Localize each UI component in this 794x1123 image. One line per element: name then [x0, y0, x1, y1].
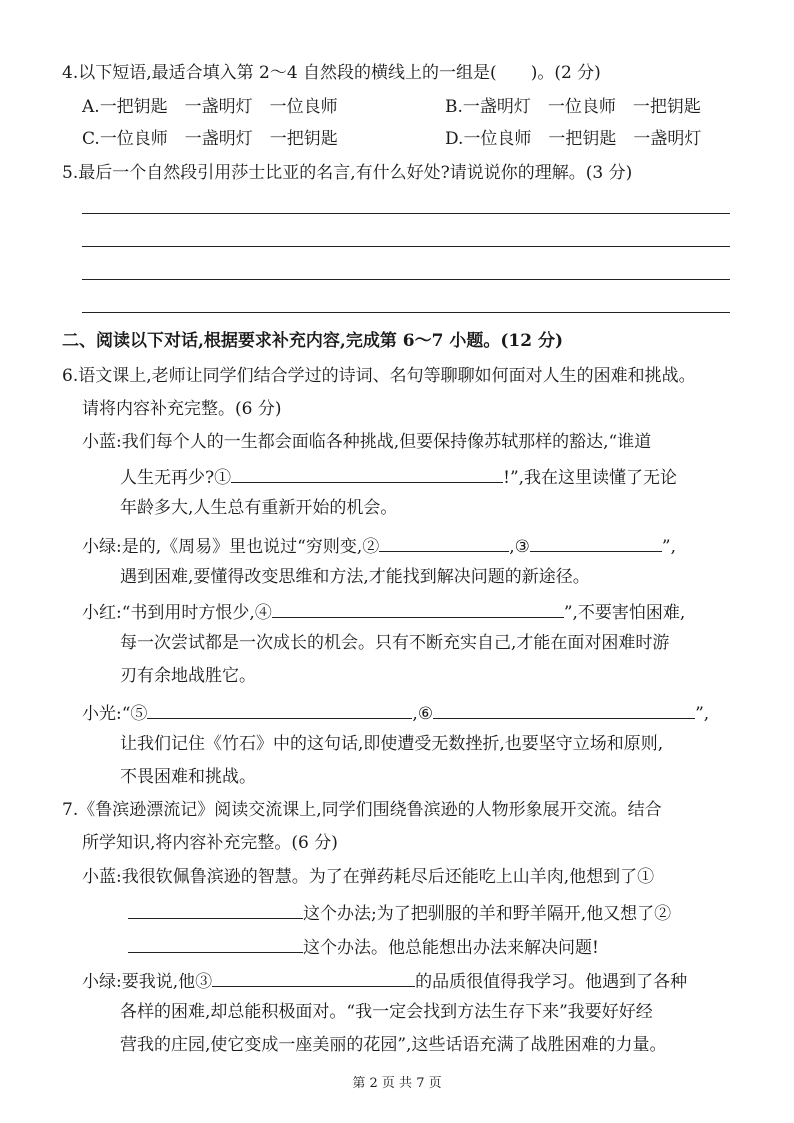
q7-xiaolv-line1	[82, 968, 687, 993]
q4-option-a[interactable]	[82, 96, 338, 118]
q7-fill-blank-2[interactable]	[128, 934, 303, 953]
text-segment: 小绿:是的,《周易》里也说过“穷则变,②	[82, 537, 380, 557]
section-heading: 二、阅读以下对话,根据要求补充内容,完成第 6～7 小题。(12 分)	[62, 331, 563, 351]
option-text: 一位良师 一把钥匙 一盏明灯	[463, 129, 702, 149]
xiaohong-line1	[82, 599, 685, 624]
xiaoguang-line2: 让我们记住《竹石》中的这句话,即使遭受无数挫折,也要坚守立场和原则,	[120, 734, 664, 754]
fill-blank-5[interactable]	[147, 700, 412, 719]
xiaolan-line1: 小蓝:我们每个人的一生都会面临各种挑战,但要保持像苏轼那样的豁达,“谁道	[82, 432, 652, 452]
xiaolv-line1	[82, 533, 676, 558]
xiaolv-line2: 遇到困难,要懂得改变思维和方法,才能找到解决问题的新途径。	[120, 567, 590, 587]
xiaohong-line2: 每一次尝试都是一次成长的机会。只有不断充实自己,才能在面对困难时游	[120, 633, 670, 653]
fill-blank-2[interactable]	[379, 533, 509, 552]
xiaoguang-line3: 不畏困难和挑战。	[120, 767, 256, 787]
answer-line[interactable]	[82, 213, 730, 214]
xiaoguang-line1	[82, 700, 709, 725]
answer-line[interactable]	[82, 312, 730, 313]
q7-xiaolan-line2	[128, 900, 671, 925]
text-segment: 小绿:要我说,他③	[82, 972, 213, 992]
q4-option-b[interactable]	[445, 96, 701, 118]
xiaolan-line3: 年龄多大,人生总有重新开始的机会。	[120, 498, 398, 518]
xiaohong-line3: 刃有余地战胜它。	[120, 666, 256, 686]
text-segment: 的品质很值得我学习。他遇到了各种	[415, 972, 688, 992]
q7-xiaolv-line2: 各样的困难,却总能积极面对。“我一定会找到方法生存下来”我要好好经	[120, 1002, 653, 1022]
q4-option-c[interactable]	[82, 128, 338, 150]
text-segment: 小光:“⑤	[82, 704, 148, 724]
option-label: D.	[445, 129, 464, 149]
text-segment: ”,	[661, 537, 676, 557]
q7-xiaolv-line3: 营我的庄园,使它变成一座美丽的花园”,这些话语充满了战胜困难的力量。	[120, 1035, 667, 1055]
text-segment: ”,	[695, 704, 710, 724]
page-number: 第 2 页 共 7 页	[352, 1076, 442, 1091]
q6-stem-line2: 请将内容补充完整。(6 分)	[82, 399, 282, 419]
q4-option-d[interactable]	[445, 128, 701, 150]
text-segment: ”,不要害怕困难,	[563, 603, 686, 623]
q7-stem-line2: 所学知识,将内容补充完整。(6 分)	[82, 833, 338, 853]
option-label: B.	[445, 97, 463, 117]
q7-stem-line1: 7.《鲁滨逊漂流记》阅读交流课上,同学们围绕鲁滨逊的人物形象展开交流。结合	[62, 800, 662, 820]
text-segment: !”,我在这里读懂了无论	[503, 468, 678, 488]
fill-blank-4[interactable]	[272, 599, 564, 618]
option-label: C.	[82, 129, 100, 149]
option-text: 一把钥匙 一盏明灯 一位良师	[99, 97, 338, 117]
option-label: A.	[82, 97, 100, 117]
text-segment: ,⑥	[412, 704, 434, 724]
text-segment: 这个办法。他总能想出办法来解决问题!	[303, 938, 599, 958]
option-text: 一位良师 一盏明灯 一把钥匙	[99, 129, 338, 149]
q5-stem: 5.最后一个自然段引用莎士比亚的名言,有什么好处?请说说你的理解。(3 分)	[62, 163, 633, 183]
text-segment: 人生无再少?①	[120, 468, 232, 488]
fill-blank-1[interactable]	[231, 464, 503, 483]
q7-fill-blank-3[interactable]	[212, 968, 415, 987]
text-segment: 这个办法;为了把驯服的羊和野羊隔开,他又想了②	[303, 904, 672, 924]
text-segment: 小红:“书到用时方恨少,④	[82, 603, 272, 623]
q6-stem-line1: 6.语文课上,老师让同学们结合学过的诗词、名句等聊聊如何面对人生的困难和挑战。	[62, 366, 696, 386]
fill-blank-6[interactable]	[433, 700, 695, 719]
q7-fill-blank-1[interactable]	[128, 900, 303, 919]
text-segment: ,③	[509, 537, 530, 557]
fill-blank-3[interactable]	[530, 533, 662, 552]
q7-xiaolan-line3	[128, 934, 599, 959]
answer-line[interactable]	[82, 279, 730, 280]
xiaolan-line2	[120, 464, 677, 489]
q4-stem: 4.以下短语,最适合填入第 2～4 自然段的横线上的一组是( )。(2 分)	[62, 63, 601, 83]
option-text: 一盏明灯 一位良师 一把钥匙	[462, 97, 701, 117]
q7-xiaolan-line1: 小蓝:我很钦佩鲁滨逊的智慧。为了在弹药耗尽后还能吃上山羊肉,他想到了①	[82, 867, 655, 887]
answer-line[interactable]	[82, 246, 730, 247]
